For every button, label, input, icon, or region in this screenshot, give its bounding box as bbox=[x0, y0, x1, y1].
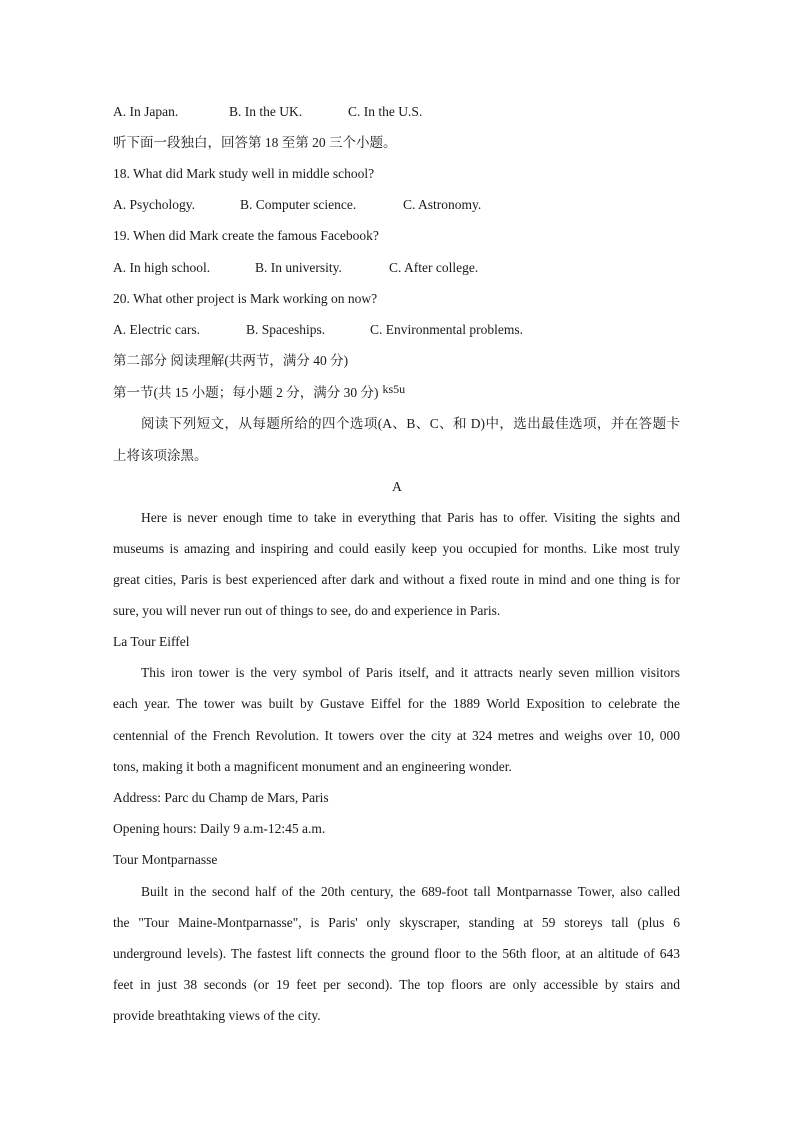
intro-line-1: Here is never enough time to take in everything that Paris has to offer. Visiting the sights and bbox=[141, 510, 680, 525]
q18-option-b: B. Computer science. bbox=[240, 197, 357, 212]
question-19: 19. When did Mark create the famous Facebook? bbox=[113, 228, 379, 243]
reading-instruction-line-1: 阅读下列短文，从每题所给的四个选项(A、B、C、和 D)中，选出最佳选项，并在答题卡 bbox=[141, 416, 680, 431]
q20-option-a: A. Electric cars. bbox=[113, 322, 200, 337]
montparnasse-line-3: underground levels). The fastest lift connects the ground floor to the 56th floor, at an altitude of 643 bbox=[113, 946, 680, 961]
reading-instruction-line-2: 上将该项涂黑。 bbox=[113, 448, 208, 463]
q17-option-b: B. In the UK. bbox=[229, 104, 303, 119]
listening-instruction-18-20: 听下面一段独白，回答第 18 至第 20 三个小题。 bbox=[113, 135, 397, 150]
montparnasse-line-5: provide breathtaking views of the city. bbox=[113, 1008, 321, 1023]
eiffel-line-4: tons, making it both a magnificent monument and an engineering wonder. bbox=[113, 759, 512, 774]
q19-option-a: A. In high school. bbox=[113, 260, 211, 275]
montparnasse-title: Tour Montparnasse bbox=[113, 852, 218, 867]
eiffel-title: La Tour Eiffel bbox=[113, 634, 190, 649]
passage-label: A bbox=[392, 479, 402, 494]
q19-option-b: B. In university. bbox=[255, 260, 342, 275]
eiffel-address: Address: Parc du Champ de Mars, Paris bbox=[113, 790, 329, 805]
section1-heading: 第一节(共 15 小题；每小题 2 分，满分 30 分) bbox=[113, 385, 379, 400]
montparnasse-line-1: Built in the second half of the 20th century, the 689-foot tall Montparnasse Tower, also called bbox=[141, 884, 680, 899]
watermark: ks5u bbox=[382, 382, 406, 396]
q20-option-b: B. Spaceships. bbox=[246, 322, 326, 337]
q18-option-a: A. Psychology. bbox=[113, 197, 196, 212]
part2-heading: 第二部分 阅读理解(共两节，满分 40 分) bbox=[113, 353, 349, 368]
q20-option-c: C. Environmental problems. bbox=[370, 322, 523, 337]
montparnasse-line-2: the "Tour Maine-Montparnasse", is Paris' only skyscraper, standing at 59 storeys tall (plus 6 bbox=[113, 915, 680, 930]
intro-line-2: museums is amazing and inspiring and could easily keep you occupied for months. Like most truly bbox=[113, 541, 680, 556]
intro-line-3: great cities, Paris is best experienced after dark and without a fixed route in mind and one thing is for bbox=[113, 572, 680, 587]
eiffel-line-2: each year. The tower was built by Gustave Eiffel for the 1889 World Exposition to celebrate the bbox=[113, 696, 680, 711]
eiffel-line-1: This iron tower is the very symbol of Paris itself, and it attracts nearly seven million visitors bbox=[141, 665, 680, 680]
q17-option-a: A. In Japan. bbox=[113, 104, 179, 119]
q17-option-c: C. In the U.S. bbox=[348, 104, 423, 119]
q19-option-c: C. After college. bbox=[389, 260, 479, 275]
q18-option-c: C. Astronomy. bbox=[403, 197, 482, 212]
eiffel-line-3: centennial of the French Revolution. It towers over the city at 324 metres and weighs over 10, 000 bbox=[113, 728, 680, 743]
intro-line-4: sure, you will never run out of things to see, do and experience in Paris. bbox=[113, 603, 501, 618]
eiffel-hours: Opening hours: Daily 9 a.m-12:45 a.m. bbox=[113, 821, 326, 836]
section1-heading-line bbox=[113, 384, 405, 402]
question-20: 20. What other project is Mark working on now? bbox=[113, 291, 378, 306]
question-18: 18. What did Mark study well in middle school? bbox=[113, 166, 375, 181]
montparnasse-line-4: feet in just 38 seconds (or 19 feet per second). The top floors are only accessible by stairs and bbox=[113, 977, 680, 992]
